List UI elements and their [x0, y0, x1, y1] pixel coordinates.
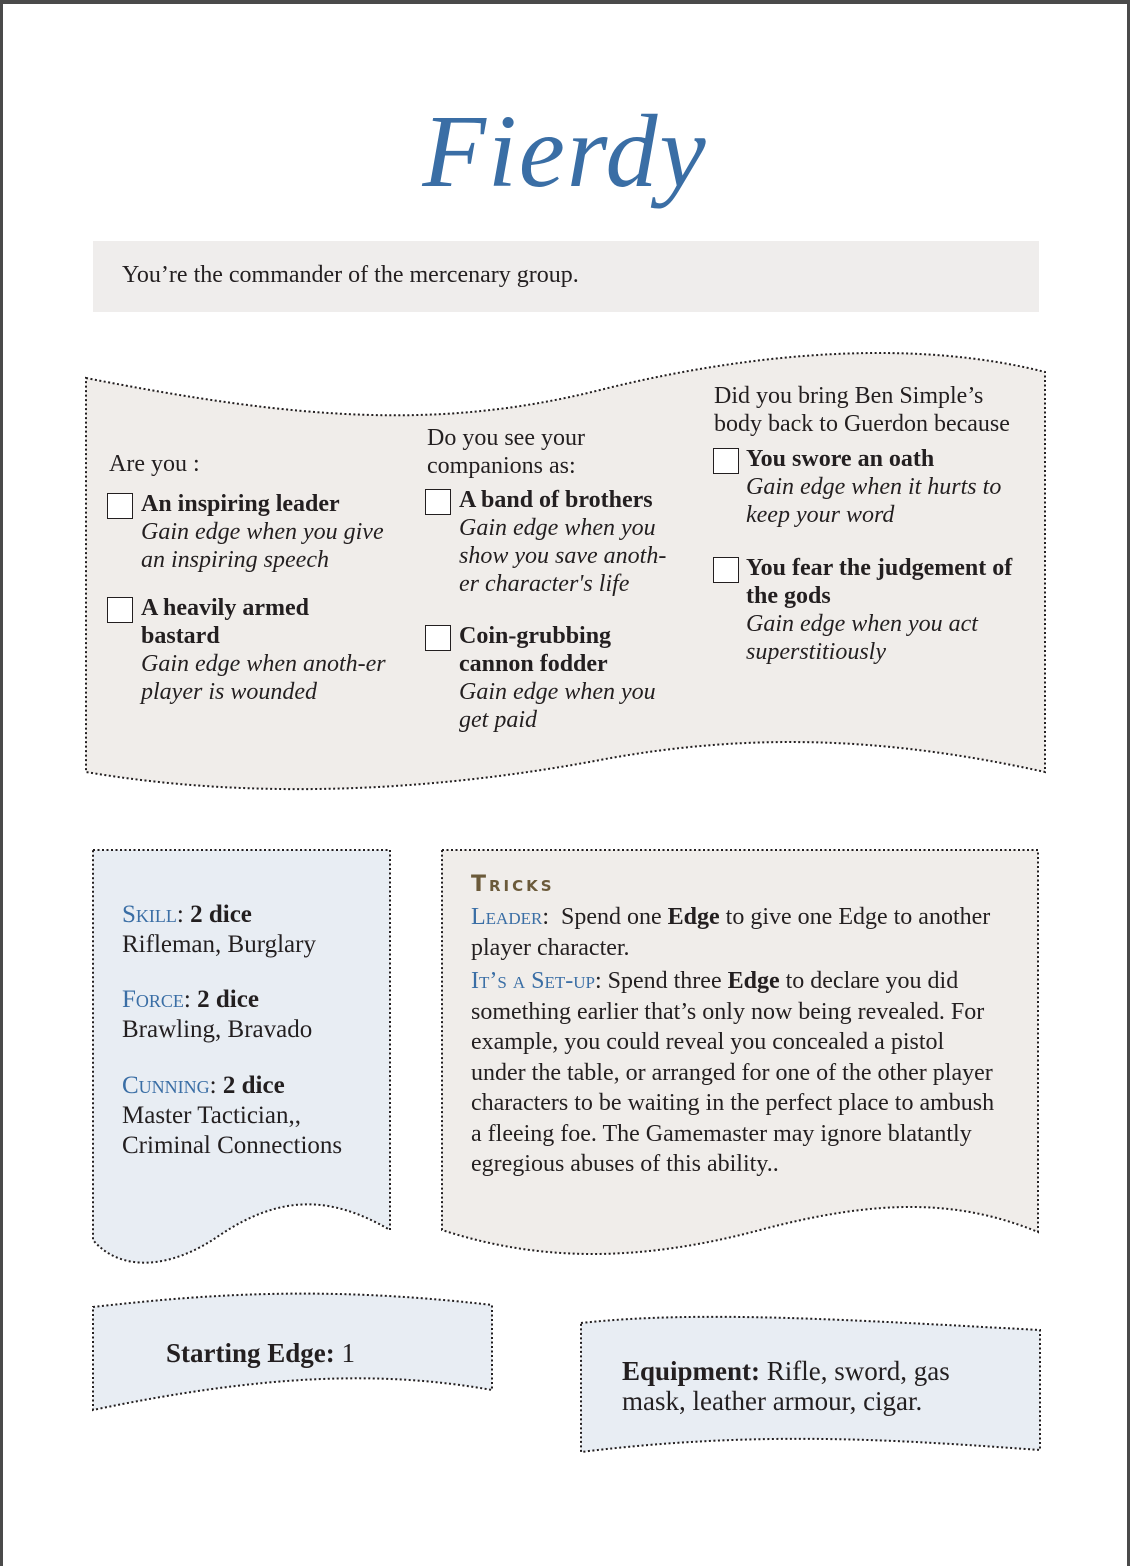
- stat-force: Force: 2 dice Brawling, Bravado: [122, 986, 313, 1043]
- stat-skills: Brawling, Bravado: [122, 1016, 313, 1043]
- option-name: A band of brothers: [459, 487, 653, 513]
- option-swore-an-oath[interactable]: [713, 445, 1013, 529]
- equipment-label: Equipment:: [622, 1356, 761, 1386]
- stat-label: Force: [122, 986, 184, 1013]
- stat-cunning: Cunning: 2 dice Master Tactician,, Criminal Connections: [122, 1072, 343, 1159]
- equipment-value: Rifle, sword, gas mask, leather armour, cigar.: [622, 1356, 950, 1416]
- trick-label: It’s a Set-up: [471, 968, 595, 994]
- option-name: An inspiring leader: [141, 491, 340, 517]
- trick-text: Spend three Edge to declare you did something earlier that’s only now being revealed. For example, you could reveal you concealed a pistol under the table, or arranged for one of the other player characters to be waiting in the perfect place to ambush a fleeing foe. The Gamemaster may ignore blatantly egregious abuses of this ability..: [471, 968, 995, 1177]
- option-heavily-armed-bastard[interactable]: [107, 594, 387, 706]
- option-fear-the-gods[interactable]: [713, 554, 1013, 666]
- trick-leader: Leader: Spend one Edge to give one Edge to another player character.: [471, 904, 991, 961]
- checkbox[interactable]: [107, 493, 133, 519]
- option-name: Coin-grubbing cannon fodder: [459, 623, 612, 677]
- checkbox[interactable]: [425, 489, 451, 515]
- option-name: A heavily armed bastard: [141, 595, 309, 649]
- checkbox[interactable]: [713, 448, 739, 474]
- intro-text: You’re the commander of the mercenary group.: [122, 262, 579, 288]
- question-prompt: Did you bring Ben Simple’s body back to Guerdon because: [714, 383, 1010, 437]
- stat-value: 2 dice: [222, 1072, 285, 1099]
- option-desc: Gain edge when you show you save anoth-er character's life: [459, 515, 667, 597]
- option-name: You fear the judgement of the gods: [746, 555, 1013, 609]
- equipment: [622, 1356, 1012, 1416]
- option-band-of-brothers[interactable]: [425, 486, 680, 598]
- checkbox[interactable]: [107, 597, 133, 623]
- starting-edge-label: Starting Edge:: [166, 1338, 335, 1368]
- option-coin-grubbing[interactable]: [425, 622, 680, 734]
- option-desc: Gain edge when anoth-er player is wounded: [141, 651, 386, 705]
- stat-value: 2 dice: [190, 901, 252, 928]
- checkbox[interactable]: [425, 625, 451, 651]
- option-desc: Gain edge when you give an inspiring speech: [141, 519, 384, 573]
- stat-value: 2 dice: [197, 986, 259, 1013]
- trick-text: Spend one Edge to give one Edge to another player character.: [471, 904, 991, 961]
- stat-skills: Master Tactician,, Criminal Connections: [122, 1102, 343, 1159]
- option-desc: Gain edge when it hurts to keep your word: [746, 474, 1002, 528]
- stat-label: Skill: [122, 901, 177, 928]
- tricks-title: Tricks: [471, 872, 555, 897]
- checkbox[interactable]: [713, 557, 739, 583]
- trick-label: Leader: [471, 904, 543, 930]
- option-desc: Gain edge when you get paid: [459, 679, 656, 733]
- stat-label: Cunning: [122, 1072, 210, 1099]
- question-prompt: Are you :: [109, 451, 200, 477]
- option-name: You swore an oath: [746, 446, 935, 472]
- stat-skill: Skill: 2 dice Rifleman, Burglary: [122, 901, 316, 958]
- option-desc: Gain edge when you act superstitiously: [746, 611, 978, 665]
- starting-edge: [166, 1338, 355, 1368]
- character-name: Fierdy: [422, 94, 708, 209]
- trick-set-up: It’s a Set-up: Spend three Edge to declare you did something earlier that’s only now being revealed. For example, you could reveal you concealed a pistol under the table, or arranged for one of the other player characters to be waiting in the perfect place to ambush a fleeing foe. The Gamemaster may ignore blatantly egregious abuses of this ability..: [471, 968, 995, 1177]
- starting-edge-value: 1: [341, 1338, 355, 1368]
- stat-skills: Rifleman, Burglary: [122, 931, 316, 958]
- option-inspiring-leader[interactable]: [107, 490, 387, 574]
- question-prompt: Do you see your companions as:: [427, 425, 585, 479]
